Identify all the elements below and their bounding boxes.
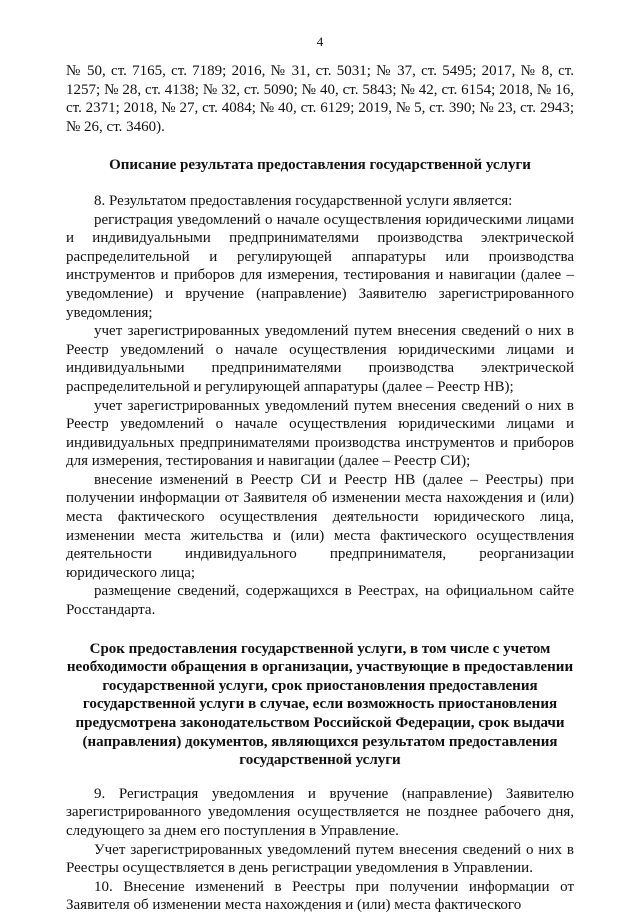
- section-heading-term: Срок предоставления государственной услуги, в том числе с учетом необходимости обращения в организации, участвующие в предоставлении государственной услуги, срок приостановления предоставления государственной услуги в случае, если возможность приостановления предусмотрена законодательством Российской Федерации, срок выдачи (направления) документов, являющихся результатом предоставления государственной услуги: [66, 640, 574, 769]
- paragraph-registry-si: учет зарегистрированных уведомлений путем внесения сведений о них в Реестр уведомлений о начале осуществления юридическими лицами и индивидуальных предпринимателями производства инструментов и приборов для измерения, тестирования и навигации (далее – Реестр СИ);: [66, 397, 574, 470]
- paragraph-changes: внесение изменений в Реестр СИ и Реестр НВ (далее – Реестры) при получении информации от Заявителя об изменении места нахождения и (или) места фактического осуществления деятельности юридического лица, изменении места жительства и (или) места фактического осуществления деятельности индивидуального предпринимателя, реорганизации юридического лица;: [66, 471, 574, 581]
- page-number: 4: [316, 34, 324, 49]
- paragraph-accounting: Учет зарегистрированных уведомлений путем внесения сведений о них в Реестры осуществляется в день регистрации уведомления в Управлении.: [66, 841, 574, 877]
- section-heading-result: Описание результата предоставления государственной услуги: [109, 157, 531, 174]
- citations-paragraph: № 50, ст. 7165, ст. 7189; 2016, № 31, ст. 5031; № 37, ст. 5495; 2017, № 8, ст. 1257; № 28, ст. 4138; № 32, ст. 5090; № 40, ст. 5843; № 42, ст. 6154; 2018, № 16, ст. 2371; 2018, № 27, ст. 4084; № 40, ст. 6129; 2019, № 5, ст. 390; № 23, ст. 2943; № 26, ст. 3460).: [66, 63, 574, 135]
- paragraph-registry-nv: учет зарегистрированных уведомлений путем внесения сведений о них в Реестр уведомлений о начале осуществления юридическими лицами и индивидуальными предпринимателями производства электрической распределительной и регулирующей аппаратуры (далее – Реестр НВ);: [66, 323, 574, 395]
- paragraph-10: 10. Внесение изменений в Реестры при получении информации от Заявителя об изменении места нахождения и (или) места фактического: [66, 878, 574, 914]
- paragraph-8: 8. Результатом предоставления государственной услуги является:: [94, 192, 513, 209]
- paragraph-publication: размещение сведений, содержащихся в Реестрах, на официальном сайте Росстандарта.: [66, 583, 574, 619]
- paragraph-9: 9. Регистрация уведомления и вручение (направление) Заявителю зарегистрированного уведомления осуществляется не позднее рабочего дня, следующего за днем его поступления в Управление.: [66, 785, 574, 839]
- paragraph-registration: регистрация уведомлений о начале осуществления юридическими лицами и индивидуальными предпринимателями производства электрической распределительной и регулирующей аппаратуры или производства инструментов и приборов для измерения, тестирования и навигации (далее – уведомление) и вручение (направление) Заявителю зарегистрированного уведомления;: [66, 211, 574, 321]
